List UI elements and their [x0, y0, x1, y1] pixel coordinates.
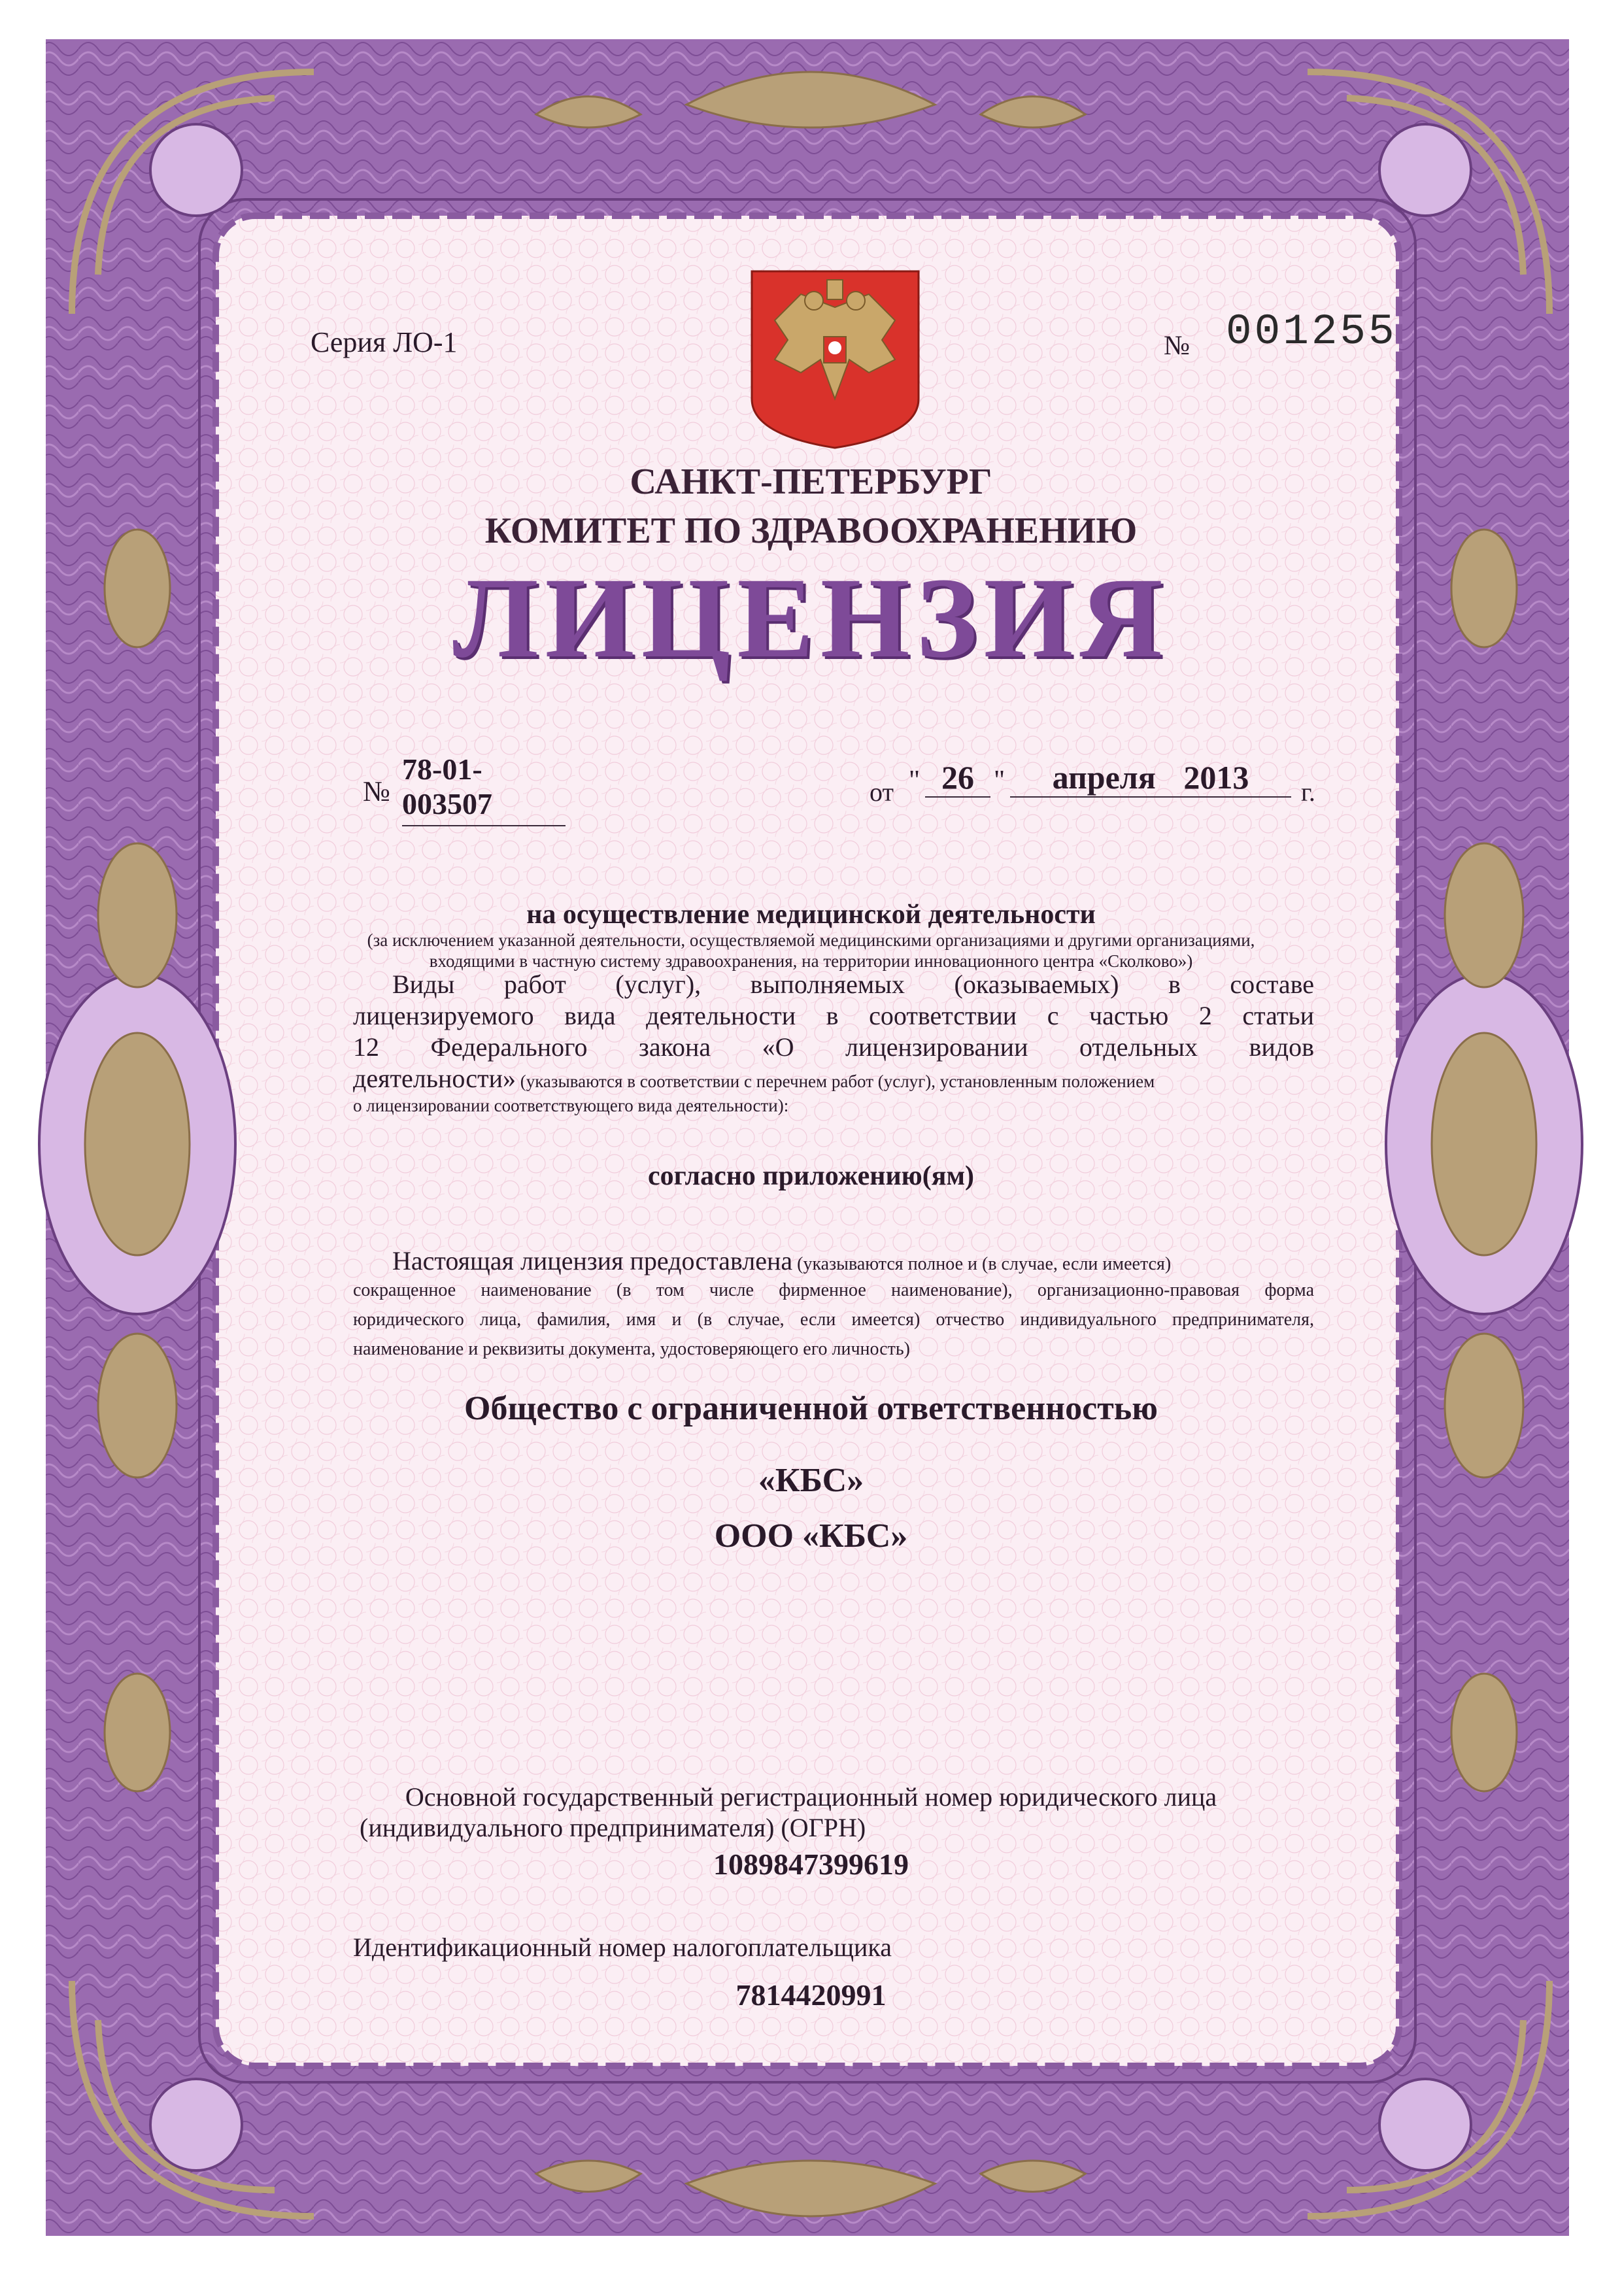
ogrn-value: 1089847399619	[713, 1848, 909, 1881]
activity-title: на осуществление медицинской деятельности	[526, 900, 1096, 930]
licensee-short-name: ООО «КБС»	[714, 1517, 908, 1555]
number-sign: №	[1164, 331, 1191, 361]
coat-of-arms-emblem	[749, 268, 922, 451]
date-close-quote: "	[994, 766, 1005, 796]
date-open-quote: "	[909, 766, 921, 796]
ogrn-label-line2: (индивидуального предпринимателя) (ОГРН)	[360, 1813, 866, 1842]
series-label: Серия ЛО-1	[311, 326, 458, 358]
licensee-full-name-line1: Общество с ограниченной ответственностью	[464, 1390, 1158, 1427]
license-number-sign: №	[363, 775, 390, 807]
appendix-reference: согласно приложению(ям)	[647, 1161, 975, 1191]
works-line-4	[353, 1063, 1321, 1094]
works-line-1: Виды работ (услуг), выполняемых (оказываемых) в составе	[392, 970, 1314, 999]
licensee-note-line3: юридического лица, фамилия, имя и (в случае, если имеется) отчество индивидуального предпринимателя,	[353, 1309, 1314, 1330]
date-from-label: от	[870, 777, 894, 807]
licensee-note-line2: сокращенное наименование (в том числе фирменное наименование), организационно-правовая форма	[353, 1280, 1314, 1300]
works-line-4-small: (указываются в соответствии с перечнем работ (услуг), установленным положением	[515, 1072, 1155, 1091]
form-number: 001255	[1226, 307, 1397, 356]
licensee-intro	[392, 1245, 1321, 1277]
activity-note-line1: (за исключением указанной деятельности, осуществляемой медицинскими организациями и другими организациями,	[367, 930, 1255, 950]
works-line-4-big: деятельности»	[353, 1064, 516, 1093]
city-heading: САНКТ-ПЕТЕРБУРГ	[630, 462, 992, 502]
licensee-intro-big: Настоящая лицензия предоставлена	[392, 1246, 793, 1275]
license-month: апреля	[1052, 759, 1156, 796]
license-number: 78-01-003507	[402, 752, 566, 826]
licensee-full-name-line2: «КБС»	[758, 1462, 864, 1499]
inn-label: Идентификационный номер налогоплательщика	[353, 1933, 892, 1962]
license-year: 2013	[1183, 759, 1249, 796]
document-title: ЛИЦЕНЗИЯ	[452, 554, 1170, 682]
activity-note-line2: входящими в частную систему здравоохранения, на территории инновационного центра «Сколково»)	[429, 951, 1193, 971]
license-month-year	[1010, 758, 1291, 798]
works-line-2: лицензируемого вида деятельности в соответствии с частью 2 статьи	[353, 1001, 1314, 1030]
works-line-5: о лицензировании соответствующего вида деятельности):	[353, 1096, 789, 1115]
year-suffix: г.	[1301, 777, 1315, 807]
licensee-intro-small: (указываются полное и (в случае, если имеется)	[792, 1254, 1172, 1274]
inn-value: 7814420991	[735, 1978, 887, 2012]
authority-heading: КОМИТЕТ ПО ЗДРАВООХРАНЕНИЮ	[484, 511, 1138, 551]
works-line-3: 12 Федерального закона «О лицензировании отдельных видов	[353, 1032, 1314, 1062]
ogrn-label-line1: Основной государственный регистрационный номер юридического лица	[405, 1782, 1217, 1812]
licensee-note-line4: наименование и реквизиты документа, удостоверяющего его личность)	[353, 1339, 910, 1359]
license-day: 26	[925, 758, 990, 798]
